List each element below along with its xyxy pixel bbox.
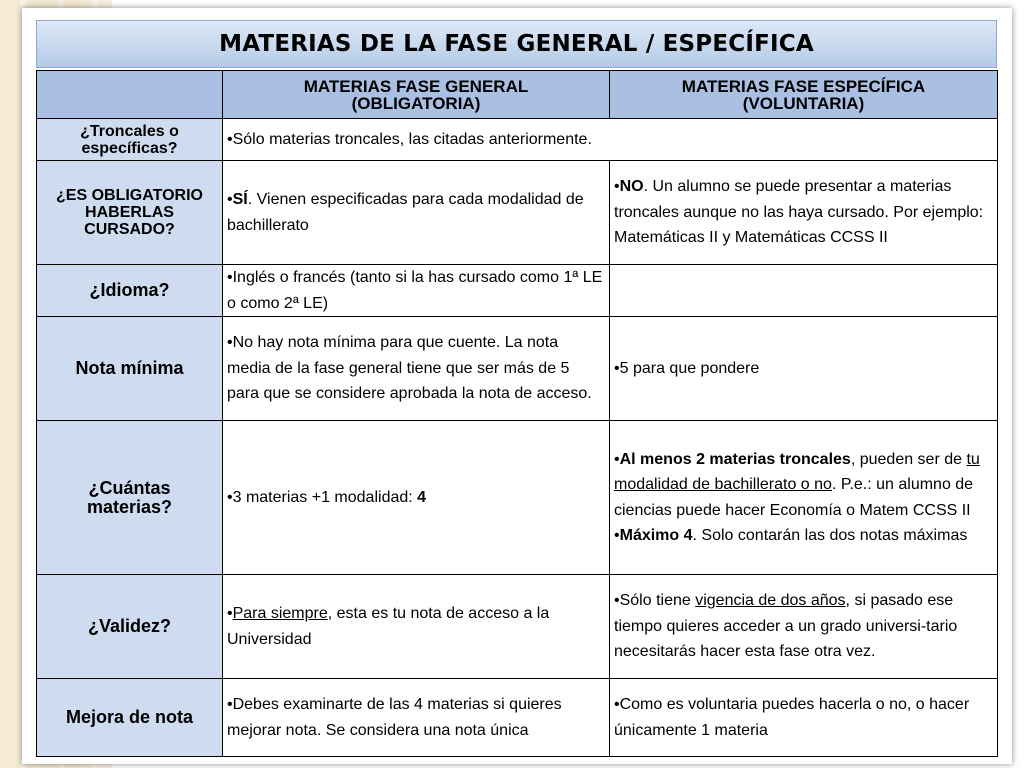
bold-text: 4: [417, 488, 427, 506]
bullet: •: [614, 527, 620, 544]
bullet: •: [614, 178, 620, 196]
underlined-text: vigencia de dos años: [695, 592, 846, 610]
underlined-text: tu modalidad de bachillerato o no: [614, 450, 980, 493]
cell-text: , esta es tu nota de acceso a la Universidad: [227, 605, 550, 648]
row-obligatorio: [37, 161, 998, 265]
cell-paragraph: [227, 187, 605, 238]
cell-text: . Vienen especificadas para cada modalidad de bachillerato: [227, 191, 584, 234]
cell-paragraph: [227, 601, 605, 652]
cell-text: . P.e.: un alumno de ciencias puede hacer Economía o Matem CCSS II: [614, 476, 974, 519]
cell-text: •Inglés o francés (tanto si la has cursado como 1ª LE o como 2ª LE): [227, 269, 603, 312]
title-bar: [36, 20, 997, 68]
cell-validez-especifica: [610, 575, 998, 679]
header-general-line1: MATERIAS FASE GENERAL: [303, 76, 529, 96]
cell-text: , pueden ser de: [850, 450, 967, 468]
bold-text: SÍ: [232, 191, 248, 208]
row-mejora: [37, 679, 998, 757]
row-cuantas: [37, 421, 998, 575]
bold-text: Al menos 2 materias troncales: [619, 450, 851, 468]
header-general-line2: (OBLIGATORIA): [351, 93, 481, 113]
comparison-table: [36, 70, 998, 757]
header-especifica-line2: (VOLUNTARIA): [742, 93, 865, 113]
cell-text: •Sólo materias troncales, las citadas anteriormente.: [227, 130, 592, 148]
header-corner: [37, 71, 223, 119]
row-label-line: específicas?: [81, 139, 178, 157]
underlined-text: Para siempre: [232, 605, 328, 622]
cell-paragraph: [227, 485, 605, 511]
cell-paragraph: [614, 174, 993, 251]
cell-text: •Sólo tiene: [614, 592, 696, 610]
row-label-cuantas: [37, 421, 223, 575]
cell-paragraph: [614, 588, 993, 665]
cell-text: . Un alumno se puede presentar a materias troncales aunque no las haya cursado. Por ejemplo: Matemáticas II y Matemáticas CCSS II: [614, 178, 984, 247]
row-label-nota-minima: Nota mínima: [37, 317, 223, 421]
cell-text: •3 materias +1 modalidad:: [227, 488, 418, 506]
cell-text: , si pasado ese tiempo quieres acceder a un grado universi-tario necesitarás hacer esta fase otra vez.: [614, 592, 958, 661]
cell-text: •No hay nota mínima para que cuente. La nota media de la fase general tiene que ser más de 5 para que se considere aprobada la nota de acceso.: [227, 334, 592, 403]
bullet: •: [614, 450, 620, 468]
row-label-line: CURSADO?: [84, 221, 175, 238]
row-label-line: ¿Troncales o: [80, 122, 179, 140]
cell-paragraph: [614, 523, 993, 549]
bold-text: Máximo 4: [619, 527, 693, 544]
row-label-line: ¿ES OBLIGATORIO: [56, 187, 203, 204]
bullet: •: [227, 605, 233, 622]
cell-mejora-especifica: [610, 679, 998, 757]
cell-idioma-especifica: [610, 265, 998, 317]
cell-mejora-general: [223, 679, 610, 757]
cell-obligatorio-general: [223, 161, 610, 265]
row-label-mejora: Mejora de nota: [37, 679, 223, 757]
cell-nota-general: [223, 317, 610, 421]
row-validez: [37, 575, 998, 679]
header-fase-general: [223, 71, 610, 119]
cell-paragraph: [614, 447, 993, 524]
row-idioma: [37, 265, 998, 317]
row-label-troncales: [37, 119, 223, 161]
cell-cuantas-general: [223, 421, 610, 575]
slide-title: MATERIAS DE LA FASE GENERAL / ESPECÍFICA: [219, 31, 814, 57]
row-label-obligatorio: [37, 161, 223, 265]
row-label-line: ¿Cuántas: [88, 477, 171, 498]
row-label-validez: ¿Validez?: [37, 575, 223, 679]
bold-text: NO: [619, 178, 644, 196]
cell-text: •Debes examinarte de las 4 materias si quieres mejorar nota. Se considera una nota única: [227, 696, 562, 739]
cell-validez-general: [223, 575, 610, 679]
header-row: [37, 71, 998, 119]
cell-obligatorio-especifica: [610, 161, 998, 265]
bullet: •: [227, 191, 233, 208]
cell-text: . Solo contarán las dos notas máximas: [692, 527, 968, 544]
row-troncales: [37, 119, 998, 161]
row-label-idioma: ¿Idioma?: [37, 265, 223, 317]
header-especifica-line1: MATERIAS FASE ESPECÍFICA: [681, 76, 926, 96]
row-label-line: HABERLAS: [85, 204, 174, 221]
row-label-line: materias?: [86, 496, 173, 517]
header-fase-especifica: [610, 71, 998, 119]
cell-text: •Como es voluntaria puedes hacerla o no, o hacer únicamente 1 materia: [614, 696, 970, 739]
cell-nota-especifica: [610, 317, 998, 421]
cell-text: •5 para que pondere: [614, 359, 760, 377]
row-nota-minima: [37, 317, 998, 421]
cell-troncales-merged: [223, 119, 998, 161]
cell-cuantas-especifica: [610, 421, 998, 575]
cell-idioma-general: [223, 265, 610, 317]
